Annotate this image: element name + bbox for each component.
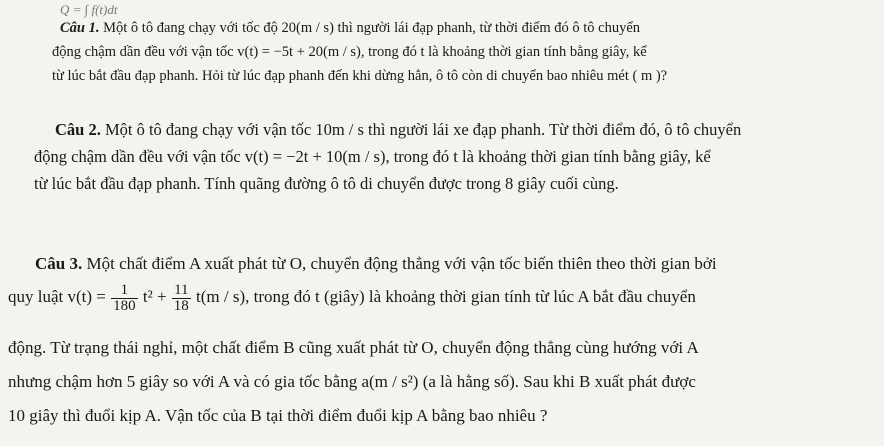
- q1-line-2: động chậm dần đều với vận tốc v(t) = −5t + 20(m / s), trong đó t là khoảng thời gian tính bằng giây, kể: [52, 44, 647, 60]
- q3-line-2: [8, 282, 696, 314]
- q2-line-2: động chậm dần đều với vận tốc v(t) = −2t + 10(m / s), trong đó t là khoảng thời gian tính bằng giây, kể: [34, 147, 711, 166]
- fraction-2: [172, 283, 191, 314]
- fraction-1-numerator: 1: [111, 283, 138, 299]
- q2-line-3: từ lúc bắt đầu đạp phanh. Tính quãng đường ô tô di chuyển được trong 8 giây cuối cùng.: [34, 174, 619, 193]
- q3-text-1: Một chất điểm A xuất phát từ O, chuyển động thẳng với vận tốc biến thiên theo thời gian bởi: [86, 254, 717, 273]
- fraction-2-numerator: 11: [172, 283, 191, 299]
- fraction-1: [111, 283, 138, 314]
- fraction-1-denominator: 180: [113, 297, 136, 314]
- q2-line-1: [55, 120, 741, 140]
- q3-text-2c: t(m / s), trong đó t (giây) là khoảng thời gian tính từ lúc A bắt đầu chuyển: [196, 287, 696, 306]
- fraction-2-denominator: 18: [173, 297, 189, 314]
- top-formula: Q = ∫ f(t)dt: [60, 2, 118, 17]
- q1-text-1: Một ô tô đang chạy với tốc độ 20(m / s) thì người lái đạp phanh, từ thời điểm đó ô tô chuyển: [103, 20, 641, 36]
- q3-line-4: nhưng chậm hơn 5 giây so với A và có gia tốc bằng a(m / s²) (a là hằng số). Sau khi B xuất phát được: [8, 372, 696, 391]
- q1-line-1: [60, 20, 640, 37]
- q1-label: Câu 1.: [60, 20, 100, 36]
- q3-line-5: 10 giây thì đuổi kịp A. Vận tốc của B tại thời điểm đuổi kịp A bằng bao nhiêu ?: [8, 406, 548, 425]
- q1-line-3: từ lúc bắt đầu đạp phanh. Hỏi từ lúc đạp phanh đến khi dừng hẳn, ô tô còn di chuyển bao nhiêu mét ( m )?: [52, 68, 668, 84]
- q2-label: Câu 2.: [55, 120, 101, 139]
- q3-line-3: động. Từ trạng thái nghỉ, một chất điểm B cũng xuất phát từ O, chuyển động thẳng cùng hướng với A: [8, 338, 699, 357]
- q3-label: Câu 3.: [35, 254, 83, 273]
- q3-line-1: [35, 254, 717, 274]
- q3-text-2b: t² +: [142, 287, 167, 306]
- q2-text-1: Một ô tô đang chạy với vận tốc 10m / s thì người lái xe đạp phanh. Từ thời điểm đó, ô tô chuyển: [104, 120, 742, 139]
- q3-text-2a: quy luật v(t) =: [8, 287, 106, 306]
